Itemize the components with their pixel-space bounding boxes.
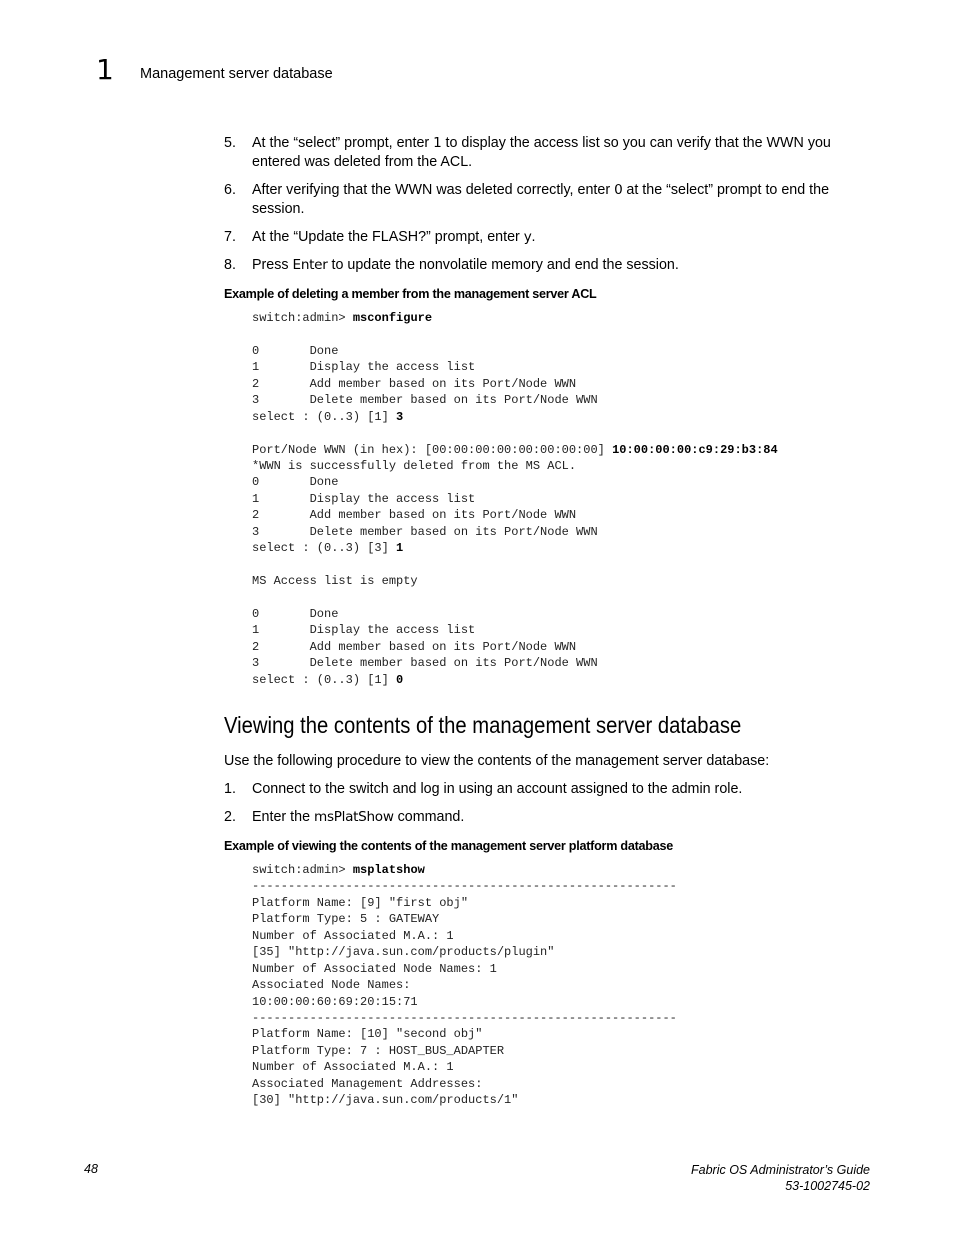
code-line xyxy=(252,911,677,927)
code-user-input: 0 xyxy=(396,672,404,687)
code-line xyxy=(252,977,677,993)
code-line xyxy=(252,491,778,507)
code-line xyxy=(252,474,778,490)
code-line xyxy=(252,944,677,960)
code-text: 3 Delete member based on its Port/Node WWN xyxy=(252,393,598,408)
code-line xyxy=(252,1059,677,1075)
step-command: 0 xyxy=(614,182,623,198)
code-text: MS Access list is empty xyxy=(252,574,418,588)
step-item xyxy=(224,808,864,827)
footer-page-number: 48 xyxy=(84,1162,98,1176)
code-text: Number of Associated M.A.: 1 xyxy=(252,1060,454,1075)
step-number: 2. xyxy=(224,809,236,825)
code-line xyxy=(252,862,677,878)
code-line xyxy=(252,343,778,359)
code-text: select : (0..3) [1] xyxy=(252,409,397,424)
code-text: 1 Display the access list xyxy=(252,360,476,375)
code-text: ----------------------------------------------------------- xyxy=(252,879,677,894)
step-number: 1. xyxy=(224,781,236,797)
code-text: Platform Name: [10] "second obj" xyxy=(252,1027,483,1042)
step-item xyxy=(224,780,864,799)
step-number: 6. xyxy=(224,182,236,198)
step-command: Enter xyxy=(292,257,328,273)
code-text: select : (0..3) [1] xyxy=(252,672,397,687)
section-heading: Viewing the contents of the management server database xyxy=(224,712,742,738)
step-text: to display the access list so you can verify that the WWN you entered was deleted from the ACL. xyxy=(252,135,831,170)
code-line xyxy=(252,622,778,638)
step-command: 1 xyxy=(433,135,442,151)
code-line xyxy=(252,878,677,894)
code-text: 1 Display the access list xyxy=(252,623,476,638)
code-line xyxy=(252,392,778,408)
code-line xyxy=(252,1092,677,1108)
code-text: [30] "http://java.sun.com/products/1" xyxy=(252,1093,519,1108)
step-text: to update the nonvolatile memory and end the session. xyxy=(327,257,679,273)
code-line xyxy=(252,326,778,342)
section-intro: Use the following procedure to view the contents of the management server database: xyxy=(224,753,770,769)
code-user-input: msplatshow xyxy=(352,863,425,877)
code-line xyxy=(252,1043,677,1059)
code-text: Associated Node Names: xyxy=(252,978,411,993)
code-line xyxy=(252,1026,677,1042)
step-item xyxy=(224,134,864,172)
code-text: Platform Name: [9] "first obj" xyxy=(252,895,469,910)
code-user-input: 10:00:00:00:c9:29:b3:84 xyxy=(612,442,778,457)
step-number: 5. xyxy=(224,135,236,151)
code-line xyxy=(252,507,778,523)
step-item xyxy=(224,228,864,247)
code-line xyxy=(252,589,778,605)
code-line xyxy=(252,359,778,375)
code-line xyxy=(252,994,677,1010)
footer-guide-title: Fabric OS Administrator’s Guide xyxy=(691,1163,870,1177)
example-caption-2: Example of viewing the contents of the management server platform database xyxy=(224,839,673,853)
code-text: 3 Delete member based on its Port/Node WWN xyxy=(252,524,598,539)
code-user-input: 3 xyxy=(396,409,404,424)
code-line xyxy=(252,655,778,671)
code-line xyxy=(252,310,778,326)
code-text: Platform Type: 5 : GATEWAY xyxy=(252,912,440,927)
chapter-number: 1 xyxy=(96,53,114,86)
code-text: 0 Done xyxy=(252,606,339,621)
code-line xyxy=(252,524,778,540)
code-user-input: 1 xyxy=(396,541,404,556)
example-caption-1: Example of deleting a member from the management server ACL xyxy=(224,287,597,301)
code-line xyxy=(252,639,778,655)
code-block-msplatshow xyxy=(252,862,677,1109)
code-text: switch:admin> xyxy=(252,863,353,877)
code-line xyxy=(252,458,778,474)
code-line xyxy=(252,895,677,911)
code-text: 0 Done xyxy=(252,343,339,358)
step-text: At the “select” prompt, enter xyxy=(252,135,434,151)
code-line xyxy=(252,1010,677,1026)
step-text: Connect to the switch and log in using an account assigned to the admin role. xyxy=(252,781,743,797)
step-text: at the “select” prompt to end the session. xyxy=(252,182,830,217)
code-line xyxy=(252,606,778,622)
code-text: 2 Add member based on its Port/Node WWN xyxy=(252,639,577,654)
step-number: 8. xyxy=(224,257,236,273)
code-text: Port/Node WWN (in hex): [00:00:00:00:00:00:00:00] xyxy=(252,442,613,457)
code-text: *WWN is successfully deleted from the MS ACL. xyxy=(252,458,577,473)
code-line xyxy=(252,376,778,392)
code-line xyxy=(252,442,778,458)
code-block-msconfigure xyxy=(252,310,778,688)
code-text: 0 Done xyxy=(252,475,339,490)
footer-doc-number: 53-1002745-02 xyxy=(785,1179,870,1193)
code-text: Associated Management Addresses: xyxy=(252,1076,483,1091)
step-text: command. xyxy=(393,809,465,825)
code-line xyxy=(252,557,778,573)
code-text: 10:00:00:60:69:20:15:71 xyxy=(252,994,418,1009)
step-command: y xyxy=(523,229,532,245)
code-text: select : (0..3) [3] xyxy=(252,541,397,556)
code-line xyxy=(252,672,778,688)
code-text: 2 Add member based on its Port/Node WWN xyxy=(252,508,577,523)
step-item xyxy=(224,181,864,219)
step-text: After verifying that the WWN was deleted correctly, enter xyxy=(252,182,615,198)
step-number: 7. xyxy=(224,229,236,245)
code-text: 3 Delete member based on its Port/Node WWN xyxy=(252,656,598,671)
step-text: Enter the xyxy=(252,809,314,825)
code-text: [35] "http://java.sun.com/products/plugin" xyxy=(252,945,555,960)
code-line xyxy=(252,961,677,977)
code-text: switch:admin> xyxy=(252,311,353,325)
code-user-input: msconfigure xyxy=(352,311,433,325)
step-text: At the “Update the FLASH?” prompt, enter xyxy=(252,229,524,245)
code-line xyxy=(252,409,778,425)
step-text: . xyxy=(531,229,536,245)
step-text: Press xyxy=(252,257,293,273)
code-line xyxy=(252,1076,677,1092)
procedure-steps-a xyxy=(224,134,864,284)
code-text: Number of Associated M.A.: 1 xyxy=(252,928,454,943)
code-text: 2 Add member based on its Port/Node WWN xyxy=(252,376,577,391)
step-command: msPlatShow xyxy=(314,809,394,825)
code-line xyxy=(252,573,778,589)
code-text: ----------------------------------------------------------- xyxy=(252,1010,677,1025)
code-text: Platform Type: 7 : HOST_BUS_ADAPTER xyxy=(252,1043,505,1058)
code-text: 1 Display the access list xyxy=(252,491,476,506)
code-line xyxy=(252,928,677,944)
chapter-title: Management server database xyxy=(140,66,333,82)
code-text: Number of Associated Node Names: 1 xyxy=(252,961,497,976)
code-line xyxy=(252,425,778,441)
footer-doc-info xyxy=(691,1162,870,1194)
step-item xyxy=(224,256,864,275)
code-line xyxy=(252,540,778,556)
procedure-steps-b xyxy=(224,780,864,836)
